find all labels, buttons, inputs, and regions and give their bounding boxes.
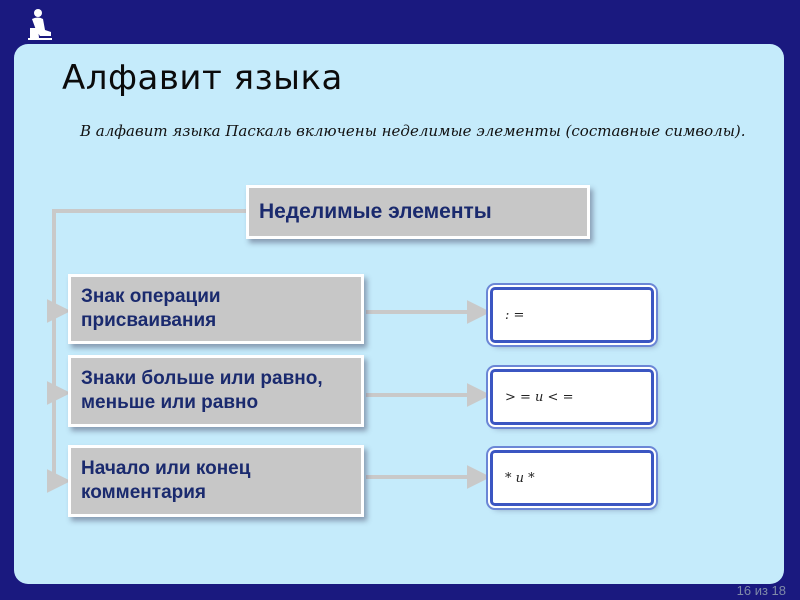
main-concept-label: Неделимые элементы xyxy=(259,200,492,223)
category-box-assignment xyxy=(68,274,364,344)
symbol-value: : = xyxy=(505,307,525,323)
symbol-box-comment xyxy=(490,450,654,506)
category-box-comment xyxy=(68,445,364,517)
slide-subtitle: В алфавит языка Паскаль включены неделимые элементы (составные символы). xyxy=(80,122,746,140)
symbol-value: * и * xyxy=(505,470,535,486)
symbol-box-assignment xyxy=(490,287,654,343)
page-indicator: 16 из 18 xyxy=(736,583,786,598)
main-concept-box xyxy=(246,185,590,239)
category-box-comparison xyxy=(68,355,364,427)
symbol-value: > = и < = xyxy=(505,389,574,405)
category-label: Знаки больше или равно, меньше или равно xyxy=(81,368,323,413)
symbol-box-comparison xyxy=(490,369,654,425)
category-label: Начало или конец комментария xyxy=(81,458,251,503)
category-label: Знак операции присваивания xyxy=(81,286,221,331)
slide-title: Алфавит языка xyxy=(62,58,343,98)
